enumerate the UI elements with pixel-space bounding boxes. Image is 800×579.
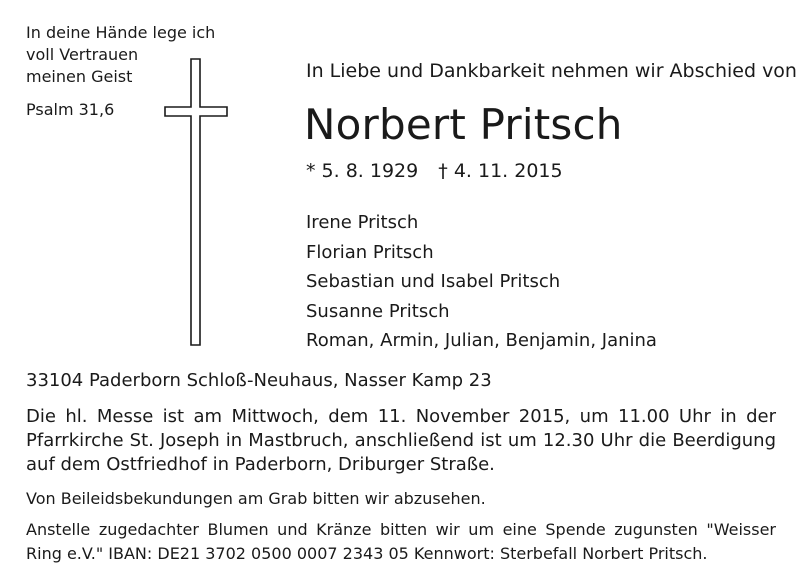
donation-line: Anstelle zugedachter Blumen und Kränze bitten wir um eine Spende zugunsten "Weisser: [26, 520, 776, 539]
service-line: Die hl. Messe ist am Mittwoch, dem 11. November 2015, um 11.00 Uhr in der: [26, 406, 776, 427]
condolence-note: Von Beileidsbekundungen am Grab bitten wir abzusehen.: [26, 489, 486, 508]
donation-info: [26, 518, 776, 566]
mourner-name: Florian Pritsch: [306, 241, 434, 263]
life-dates: [306, 160, 577, 182]
mourner-name: Susanne Pritsch: [306, 300, 450, 322]
mourner-name: Irene Pritsch: [306, 212, 419, 233]
cross-icon: [164, 58, 228, 346]
scripture-source: Psalm 31,6: [26, 100, 115, 119]
deceased-name: Norbert Pritsch: [304, 100, 623, 149]
quote-line: In deine Hände lege ich: [26, 23, 216, 42]
quote-line: voll Vertrauen: [26, 45, 139, 64]
mourner-name: Sebastian und Isabel Pritsch: [306, 271, 561, 292]
service-info: [26, 405, 776, 477]
death-date: † 4. 11. 2015: [438, 160, 563, 182]
mourner-name: Roman, Armin, Julian, Benjamin, Janina: [306, 330, 657, 351]
quote-line: meinen Geist: [26, 67, 133, 86]
birth-date: * 5. 8. 1929: [306, 160, 419, 182]
family-address: 33104 Paderborn Schloß-Neuhaus, Nasser Kamp 23: [26, 370, 492, 391]
mourners-list: [306, 208, 657, 356]
intro-text: In Liebe und Dankbarkeit nehmen wir Abschied von: [306, 60, 797, 82]
donation-line: Ring e.V." IBAN: DE21 3702 0500 0007 2343 05 Kennwort: Sterbefall Norbert Pritsch.: [26, 544, 708, 563]
service-line: Pfarrkirche St. Joseph in Mastbruch, anschließend ist um 12.30 Uhr die Beerdigung: [26, 430, 776, 451]
service-line: auf dem Ostfriedhof in Paderborn, Driburger Straße.: [26, 454, 495, 475]
